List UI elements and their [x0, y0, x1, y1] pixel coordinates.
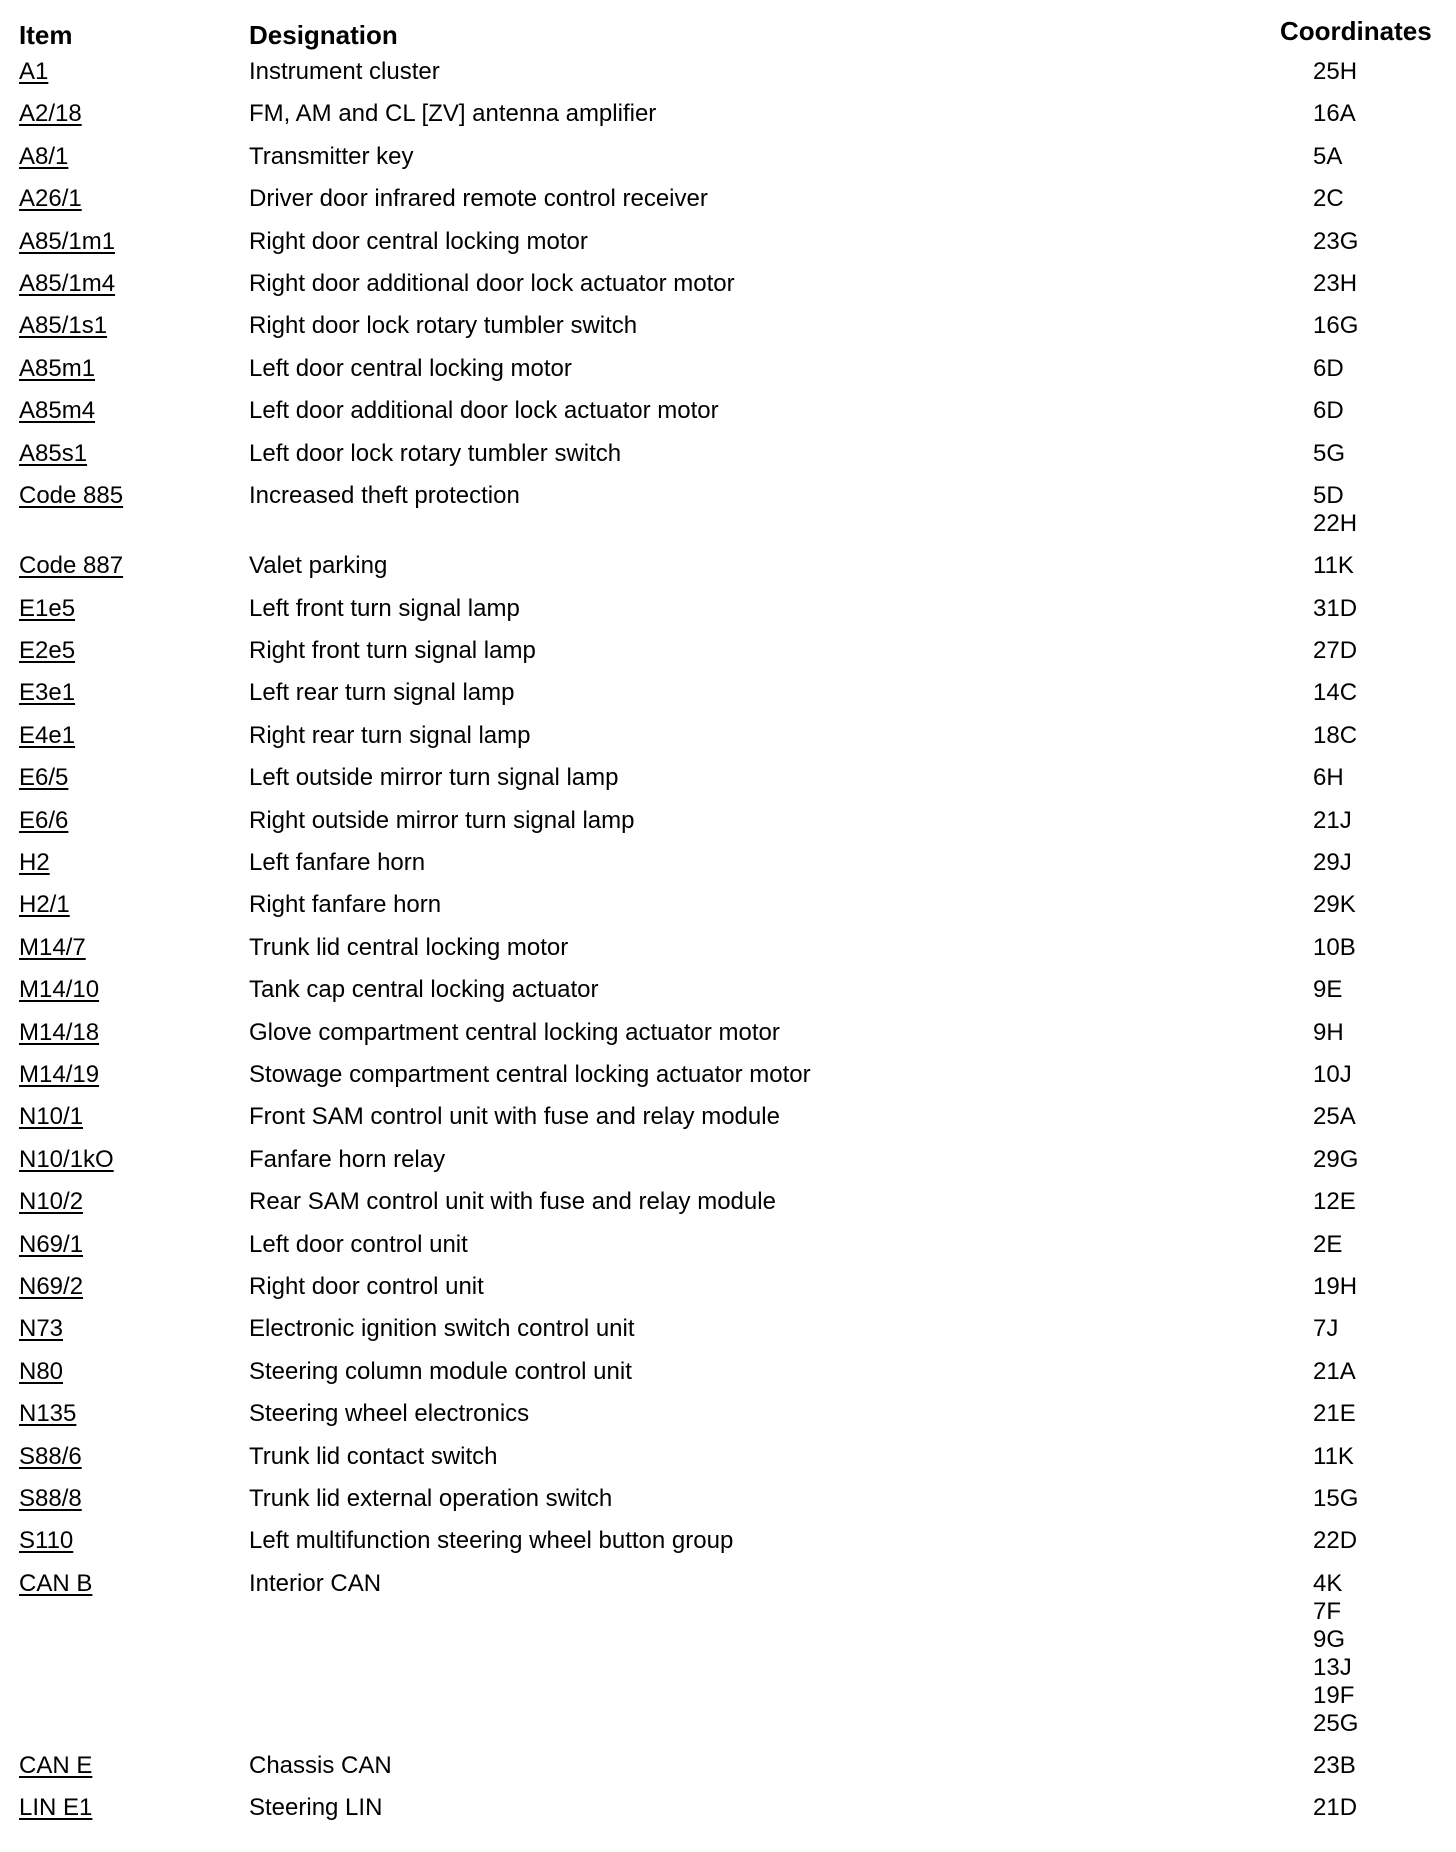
coordinates-cell	[1313, 552, 1433, 580]
table-row	[0, 310, 1456, 352]
item-link[interactable]: M14/19	[19, 1060, 100, 1088]
designation-cell: Right outside mirror turn signal lamp	[249, 806, 635, 834]
item-cell	[0, 764, 249, 792]
table-row	[0, 1398, 1456, 1440]
item-cell	[0, 1061, 249, 1089]
coordinate-value: 25A	[1313, 1103, 1356, 1131]
item-cell	[0, 1273, 249, 1301]
item-link[interactable]: S88/6	[19, 1442, 82, 1470]
coordinates-cell	[1313, 270, 1433, 298]
item-link[interactable]: A85/1m4	[19, 269, 116, 297]
designation-cell: Instrument cluster	[249, 58, 440, 85]
designation-cell: Electronic ignition switch control unit	[249, 1315, 635, 1343]
item-cell	[0, 440, 249, 468]
coordinates-cell	[1313, 1146, 1433, 1174]
coordinates-cell	[1313, 1019, 1433, 1047]
coordinate-value: 19F	[1313, 1681, 1355, 1709]
coordinates-cell	[1313, 1103, 1433, 1131]
item-link[interactable]: N80	[19, 1357, 64, 1385]
coordinates-cell	[1313, 1358, 1433, 1386]
coordinate-value: 9G	[1313, 1625, 1346, 1653]
item-link[interactable]: N10/1kO	[19, 1145, 114, 1173]
designation-cell: Right door lock rotary tumbler switch	[249, 312, 638, 340]
item-link[interactable]: E6/5	[19, 764, 69, 792]
item-link[interactable]: M14/10	[19, 976, 100, 1004]
coordinates-cell	[1313, 1315, 1433, 1343]
table-row	[0, 1059, 1456, 1101]
designation-cell: Right fanfare horn	[249, 891, 442, 919]
table-row	[0, 1313, 1456, 1355]
header-coordinates: Coordinates	[1280, 16, 1432, 46]
designation-cell: Right door additional door lock actuator motor	[249, 269, 735, 297]
coordinate-value: 9E	[1313, 976, 1343, 1004]
item-cell	[0, 482, 249, 538]
item-link[interactable]: A8/1	[19, 142, 69, 170]
table-header	[0, 14, 1456, 48]
coordinates-cell	[1313, 58, 1433, 86]
table-row	[0, 593, 1456, 635]
item-cell	[0, 1315, 249, 1343]
item-link[interactable]: E3e1	[19, 679, 76, 707]
table-row	[0, 141, 1456, 183]
item-link[interactable]: A85/1m1	[19, 227, 116, 255]
coordinate-value: 29J	[1313, 849, 1352, 877]
item-cell	[0, 1231, 249, 1259]
designation-cell: Fanfare horn relay	[249, 1145, 446, 1173]
item-cell	[0, 891, 249, 919]
item-cell	[0, 595, 249, 623]
coordinate-value: 29K	[1313, 891, 1356, 919]
designation-cell: Tank cap central locking actuator	[249, 976, 599, 1004]
designation-cell: Trunk lid contact switch	[249, 1442, 498, 1470]
designation-cell: Right rear turn signal lamp	[249, 721, 531, 749]
table-row	[0, 353, 1456, 395]
item-cell	[0, 228, 249, 256]
table-row	[0, 720, 1456, 762]
coordinate-value: 13J	[1313, 1653, 1352, 1681]
coordinates-cell	[1313, 312, 1433, 340]
coordinate-value: 25G	[1313, 1709, 1359, 1737]
item-cell	[0, 100, 249, 128]
item-cell	[0, 807, 249, 835]
coordinate-value: 5D	[1313, 481, 1344, 509]
table-row	[0, 805, 1456, 847]
item-link[interactable]: Code 885	[19, 481, 124, 509]
coordinates-cell	[1313, 891, 1433, 919]
coordinate-value: 29G	[1313, 1145, 1359, 1173]
item-link[interactable]: N10/2	[19, 1188, 84, 1216]
table-row	[0, 762, 1456, 804]
item-cell	[0, 1443, 249, 1471]
coordinates-cell	[1313, 440, 1433, 468]
coordinate-value: 21J	[1313, 806, 1352, 834]
item-link[interactable]: A85m1	[19, 354, 96, 382]
coordinate-value: 21A	[1313, 1357, 1356, 1385]
item-link[interactable]: A85/1s1	[19, 312, 108, 340]
coordinates-cell	[1313, 482, 1433, 538]
item-cell	[0, 1752, 249, 1780]
item-link[interactable]: N10/1	[19, 1103, 84, 1131]
item-cell	[0, 976, 249, 1004]
coordinates-cell	[1313, 355, 1433, 383]
item-link[interactable]: S88/8	[19, 1484, 82, 1512]
coordinates-cell	[1313, 1443, 1433, 1471]
item-cell	[0, 637, 249, 665]
table-row	[0, 56, 1456, 98]
item-cell	[0, 270, 249, 298]
table-row	[0, 1441, 1456, 1483]
item-link[interactable]: S110	[19, 1527, 74, 1555]
header-designation: Designation	[249, 20, 398, 50]
designation-cell: Left front turn signal lamp	[249, 594, 520, 622]
item-link[interactable]: A1	[19, 58, 49, 85]
item-link[interactable]: E1e5	[19, 594, 76, 622]
designation-cell: Left door lock rotary tumbler switch	[249, 439, 622, 467]
item-cell	[0, 1358, 249, 1386]
table-row	[0, 1792, 1456, 1834]
table-row	[0, 550, 1456, 592]
designation-cell: Trunk lid central locking motor	[249, 933, 569, 961]
designation-cell: Trunk lid external operation switch	[249, 1484, 613, 1512]
coordinate-value: 31D	[1313, 594, 1358, 622]
coordinates-cell	[1313, 228, 1433, 256]
item-cell	[0, 1019, 249, 1047]
coordinate-value: 9H	[1313, 1018, 1344, 1046]
item-link[interactable]: E2e5	[19, 637, 76, 665]
coordinates-cell	[1313, 1231, 1433, 1259]
coordinate-value: 22D	[1313, 1527, 1358, 1555]
table-row	[0, 635, 1456, 677]
coordinate-value: 23H	[1313, 269, 1358, 297]
item-cell	[0, 934, 249, 962]
table-row	[0, 183, 1456, 225]
coordinate-value: 12E	[1313, 1188, 1356, 1216]
item-cell	[0, 679, 249, 707]
coordinate-value: 23G	[1313, 227, 1359, 255]
coordinate-value: 21D	[1313, 1794, 1358, 1822]
table-row	[0, 974, 1456, 1016]
coordinate-value: 16G	[1313, 312, 1359, 340]
table-row	[0, 932, 1456, 974]
coordinates-cell	[1313, 1485, 1433, 1513]
table-row	[0, 1271, 1456, 1313]
item-link[interactable]: M14/18	[19, 1018, 100, 1046]
coordinate-value: 22H	[1313, 509, 1358, 537]
table-row	[0, 1229, 1456, 1271]
table-row	[0, 1017, 1456, 1059]
coordinates-cell	[1313, 143, 1433, 171]
item-cell	[0, 143, 249, 171]
coordinates-cell	[1313, 976, 1433, 1004]
coordinates-cell	[1313, 934, 1433, 962]
item-link[interactable]: LIN E1	[19, 1794, 93, 1822]
coordinates-cell	[1313, 1061, 1433, 1089]
designation-cell: Front SAM control unit with fuse and relay module	[249, 1103, 780, 1131]
coordinate-value: 6D	[1313, 354, 1344, 382]
coordinates-cell	[1313, 1273, 1433, 1301]
item-link[interactable]: Code 887	[19, 552, 124, 580]
designation-cell: Steering LIN	[249, 1794, 383, 1822]
designation-cell: Left outside mirror turn signal lamp	[249, 764, 619, 792]
coordinate-value: 5G	[1313, 439, 1346, 467]
coordinate-value: 14C	[1313, 679, 1358, 707]
coordinates-cell	[1313, 100, 1433, 128]
designation-cell: Left fanfare horn	[249, 849, 426, 877]
designation-cell: Right door control unit	[249, 1272, 484, 1300]
designation-cell: Driver door infrared remote control receiver	[249, 185, 708, 213]
table-row	[0, 677, 1456, 719]
coordinates-cell	[1313, 1570, 1433, 1738]
coordinates-cell	[1313, 637, 1433, 665]
designation-cell: Chassis CAN	[249, 1752, 392, 1780]
table-row	[0, 438, 1456, 480]
item-link[interactable]: A26/1	[19, 185, 82, 213]
item-cell	[0, 1570, 249, 1738]
table-row	[0, 395, 1456, 437]
coordinates-cell	[1313, 185, 1433, 213]
item-link[interactable]: M14/7	[19, 933, 86, 961]
item-cell	[0, 1146, 249, 1174]
coordinate-value: 10B	[1313, 933, 1356, 961]
designation-cell: Left door central locking motor	[249, 354, 572, 382]
coordinate-value: 19H	[1313, 1272, 1358, 1300]
coordinates-cell	[1313, 595, 1433, 623]
table-row	[0, 1356, 1456, 1398]
item-cell	[0, 312, 249, 340]
coordinate-value: 21E	[1313, 1400, 1356, 1428]
table-row	[0, 1101, 1456, 1143]
item-link[interactable]: CAN B	[19, 1569, 93, 1597]
coordinate-value: 11K	[1313, 1442, 1354, 1470]
table-row	[0, 1568, 1456, 1750]
coordinate-value: 6D	[1313, 397, 1344, 425]
coordinate-value: 10J	[1313, 1060, 1352, 1088]
item-cell	[0, 355, 249, 383]
item-link[interactable]: N73	[19, 1315, 64, 1343]
designation-cell: Valet parking	[249, 552, 388, 580]
item-cell	[0, 1103, 249, 1131]
item-link[interactable]: E4e1	[19, 721, 76, 749]
item-cell	[0, 1527, 249, 1555]
designation-cell: Interior CAN	[249, 1569, 382, 1597]
item-cell	[0, 58, 249, 86]
item-cell	[0, 552, 249, 580]
coordinate-value: 18C	[1313, 721, 1358, 749]
item-link[interactable]: A85m4	[19, 397, 96, 425]
header-item: Item	[19, 20, 73, 50]
designation-cell: Rear SAM control unit with fuse and relay module	[249, 1188, 776, 1216]
coordinates-cell	[1313, 1188, 1433, 1216]
designation-cell: Left door control unit	[249, 1230, 468, 1258]
item-cell	[0, 849, 249, 877]
table-row	[0, 1186, 1456, 1228]
coordinate-value: 5A	[1313, 142, 1343, 170]
item-link[interactable]: A2/18	[19, 100, 82, 128]
item-cell	[0, 722, 249, 750]
item-link[interactable]: H2/1	[19, 891, 70, 919]
designation-cell: Steering column module control unit	[249, 1357, 632, 1385]
designation-cell: Transmitter key	[249, 142, 414, 170]
table-row	[0, 847, 1456, 889]
coordinate-value: 2E	[1313, 1230, 1343, 1258]
designation-cell: Right front turn signal lamp	[249, 637, 536, 665]
table-row	[0, 268, 1456, 310]
designation-cell: Steering wheel electronics	[249, 1400, 530, 1428]
coordinate-value: 16A	[1313, 100, 1356, 128]
coordinate-value: 11K	[1313, 552, 1354, 580]
coordinate-value: 25H	[1313, 58, 1358, 85]
item-cell	[0, 1794, 249, 1822]
coordinates-cell	[1313, 722, 1433, 750]
designation-cell: Left rear turn signal lamp	[249, 679, 515, 707]
table-row	[0, 226, 1456, 268]
coordinates-cell	[1313, 1527, 1433, 1555]
designation-cell: Left door additional door lock actuator motor	[249, 397, 719, 425]
designation-cell: FM, AM and CL [ZV] antenna amplifier	[249, 100, 657, 128]
coordinates-cell	[1313, 1794, 1433, 1822]
table-row	[0, 1144, 1456, 1186]
item-link[interactable]: A85s1	[19, 439, 88, 467]
coordinate-value: 6H	[1313, 764, 1344, 792]
coordinates-cell	[1313, 764, 1433, 792]
item-cell	[0, 1400, 249, 1428]
item-link[interactable]: H2	[19, 849, 50, 877]
coordinate-value: 23B	[1313, 1752, 1356, 1780]
designation-cell: Increased theft protection	[249, 481, 520, 509]
table-row	[0, 1750, 1456, 1792]
item-cell	[0, 397, 249, 425]
item-link[interactable]: N69/2	[19, 1272, 84, 1300]
table-row	[0, 1525, 1456, 1567]
item-link[interactable]: E6/6	[19, 806, 69, 834]
item-link[interactable]: CAN E	[19, 1752, 93, 1780]
coordinate-value: 7F	[1313, 1597, 1342, 1625]
coordinates-cell	[1313, 1400, 1433, 1428]
item-cell	[0, 185, 249, 213]
table-row	[0, 889, 1456, 931]
designation-cell: Left multifunction steering wheel button group	[249, 1527, 734, 1555]
coordinates-cell	[1313, 1752, 1433, 1780]
coordinate-value: 7J	[1313, 1315, 1339, 1343]
table-row	[0, 98, 1456, 140]
table-row	[0, 480, 1456, 550]
coordinate-value: 27D	[1313, 637, 1358, 665]
coordinate-value: 4K	[1313, 1569, 1343, 1597]
coordinate-value: 2C	[1313, 185, 1344, 213]
designation-cell: Glove compartment central locking actuator motor	[249, 1018, 780, 1046]
designation-cell: Stowage compartment central locking actuator motor	[249, 1060, 811, 1088]
item-link[interactable]: N135	[19, 1400, 77, 1428]
designation-cell: Right door central locking motor	[249, 227, 588, 255]
item-link[interactable]: N69/1	[19, 1230, 84, 1258]
coordinates-cell	[1313, 397, 1433, 425]
coordinates-cell	[1313, 679, 1433, 707]
item-cell	[0, 1485, 249, 1513]
coordinates-cell	[1313, 807, 1433, 835]
table-row	[0, 1483, 1456, 1525]
item-cell	[0, 1188, 249, 1216]
table-body	[0, 56, 1456, 1835]
coordinate-value: 15G	[1313, 1484, 1359, 1512]
coordinates-cell	[1313, 849, 1433, 877]
